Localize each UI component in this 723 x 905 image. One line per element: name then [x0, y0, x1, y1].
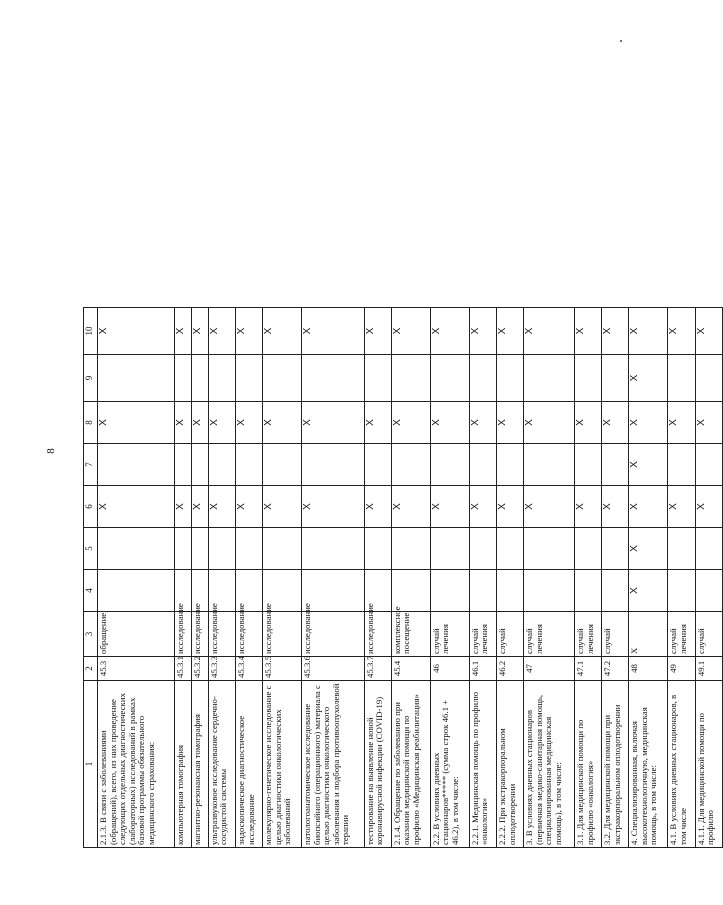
row-value-cell: X: [668, 308, 695, 355]
row-unit-cell: исследование: [236, 612, 263, 657]
row-value-cell: X: [602, 486, 629, 528]
header-cell: 1: [84, 681, 98, 848]
rotated-table-container: [83, 308, 723, 848]
row-value-cell: [695, 444, 722, 486]
table-row: [236, 308, 263, 848]
row-code-cell: 45.4: [391, 657, 430, 681]
row-value-cell: X: [602, 402, 629, 444]
header-cell: 9: [84, 355, 98, 402]
row-code-cell: 45.3.4: [236, 657, 263, 681]
row-value-cell: [497, 570, 524, 612]
row-code-cell: 47.2: [602, 657, 629, 681]
row-value-cell: [391, 355, 430, 402]
row-name-cell: ультразвуковое исследование сердечно-сосудистой системы: [208, 681, 235, 848]
row-value-cell: X: [391, 486, 430, 528]
header-cell: 8: [84, 402, 98, 444]
table-row: [469, 308, 496, 848]
row-name-cell: 3.1. Для медицинской помощи по профилю «онкология»: [575, 681, 602, 848]
row-value-cell: X: [302, 402, 364, 444]
row-value-cell: X: [98, 402, 175, 444]
row-value-cell: [668, 355, 695, 402]
row-unit-cell: случай: [602, 612, 629, 657]
row-value-cell: X: [263, 308, 302, 355]
row-name-cell: 2.2.2. При экстракорпоральном оплодотворении: [497, 681, 524, 848]
row-value-cell: X: [575, 402, 602, 444]
row-value-cell: X: [497, 486, 524, 528]
row-value-cell: [497, 528, 524, 570]
row-unit-cell: исследование: [263, 612, 302, 657]
row-code-cell: 45.3.2: [191, 657, 208, 681]
row-value-cell: X: [469, 486, 496, 528]
row-value-cell: [191, 528, 208, 570]
row-value-cell: [174, 355, 191, 402]
row-code-cell: 46.1: [469, 657, 496, 681]
header-cell: 5: [84, 528, 98, 570]
row-value-cell: X: [524, 308, 575, 355]
row-value-cell: [497, 355, 524, 402]
row-value-cell: [98, 528, 175, 570]
row-value-cell: [263, 528, 302, 570]
row-value-cell: [602, 355, 629, 402]
scan-artifact-dot: [620, 40, 622, 42]
row-value-cell: X: [208, 308, 235, 355]
row-value-cell: [695, 355, 722, 402]
row-name-cell: тестирование на выявление новой коронавирусной инфекции (COVID-19): [364, 681, 391, 848]
row-value-cell: X: [695, 402, 722, 444]
row-value-cell: [391, 444, 430, 486]
row-value-cell: [364, 444, 391, 486]
row-value-cell: [469, 355, 496, 402]
row-value-cell: [602, 528, 629, 570]
row-value-cell: [208, 528, 235, 570]
row-value-cell: [469, 528, 496, 570]
header-cell: 2: [84, 657, 98, 681]
row-value-cell: [302, 444, 364, 486]
header-cell: 6: [84, 486, 98, 528]
row-value-cell: X: [629, 402, 668, 444]
row-value-cell: [524, 355, 575, 402]
row-value-cell: [98, 570, 175, 612]
row-value-cell: X: [629, 355, 668, 402]
row-code-cell: 45.3.7: [364, 657, 391, 681]
row-unit-cell: X: [629, 612, 668, 657]
row-value-cell: X: [602, 308, 629, 355]
row-value-cell: [98, 355, 175, 402]
row-value-cell: X: [629, 444, 668, 486]
row-value-cell: X: [430, 486, 469, 528]
table-row: [602, 308, 629, 848]
row-value-cell: [695, 528, 722, 570]
row-value-cell: X: [263, 486, 302, 528]
row-value-cell: [191, 355, 208, 402]
row-value-cell: X: [191, 308, 208, 355]
row-value-cell: X: [629, 308, 668, 355]
row-unit-cell: комплексное посещение: [391, 612, 430, 657]
row-value-cell: X: [469, 308, 496, 355]
row-name-cell: 4.1.1. Для медицинской помощи по профилю: [695, 681, 722, 848]
row-value-cell: X: [469, 402, 496, 444]
row-name-cell: патологоанатомическое исследование биопсийного (операционного) материала с целью диагностики онкологического заболевания и подбора противоопухолевой терапии: [302, 681, 364, 848]
row-value-cell: X: [629, 528, 668, 570]
row-value-cell: X: [497, 308, 524, 355]
row-value-cell: [668, 444, 695, 486]
row-value-cell: [469, 444, 496, 486]
row-name-cell: эндоскопическое диагностическое исследование: [236, 681, 263, 848]
row-unit-cell: исследование: [191, 612, 208, 657]
row-value-cell: [302, 355, 364, 402]
row-unit-cell: исследование: [302, 612, 364, 657]
row-name-cell: 2.1.3. В связи с заболеваниями (обращений), всего, из них проведение следующих отдельных диагностических (лабораторных) исследований в рамках базовой программы обязательного медицинского страхования:: [98, 681, 175, 848]
row-value-cell: [391, 528, 430, 570]
table-row: [629, 308, 668, 848]
row-value-cell: X: [629, 486, 668, 528]
row-value-cell: X: [524, 486, 575, 528]
row-name-cell: компьютерная томография: [174, 681, 191, 848]
row-name-cell: 3. В условиях дневных стационаров (первичная медико-санитарная помощь, специализированная медицинская помощь), в том числе:: [524, 681, 575, 848]
row-value-cell: [575, 570, 602, 612]
row-code-cell: 46: [430, 657, 469, 681]
table-body: [98, 308, 723, 848]
row-value-cell: X: [98, 486, 175, 528]
row-value-cell: [98, 444, 175, 486]
table-row: [391, 308, 430, 848]
row-code-cell: 48: [629, 657, 668, 681]
row-value-cell: X: [98, 308, 175, 355]
row-unit-cell: случай лечения: [524, 612, 575, 657]
header-cell: 4: [84, 570, 98, 612]
row-value-cell: X: [391, 308, 430, 355]
row-name-cell: 4. Специализированная, включая высокотехнологичную, медицинская помощь, в том числе:: [629, 681, 668, 848]
table-row: [98, 308, 175, 848]
table-row: [208, 308, 235, 848]
row-value-cell: X: [236, 486, 263, 528]
row-value-cell: [208, 355, 235, 402]
row-value-cell: X: [524, 402, 575, 444]
row-value-cell: X: [191, 402, 208, 444]
row-value-cell: X: [236, 308, 263, 355]
header-cell: 3: [84, 612, 98, 657]
row-value-cell: [469, 570, 496, 612]
row-value-cell: [668, 570, 695, 612]
table-row: [497, 308, 524, 848]
row-value-cell: [668, 528, 695, 570]
row-value-cell: [174, 444, 191, 486]
row-value-cell: [174, 528, 191, 570]
row-value-cell: [236, 528, 263, 570]
row-code-cell: 47: [524, 657, 575, 681]
row-value-cell: X: [364, 308, 391, 355]
row-value-cell: [302, 528, 364, 570]
row-value-cell: X: [430, 308, 469, 355]
row-name-cell: 3.2. Для медицинской помощи при экстракорпоральном оплодотворении: [602, 681, 629, 848]
header-cell: 10: [84, 308, 98, 355]
row-unit-cell: исследование: [174, 612, 191, 657]
row-code-cell: 45.3.6: [302, 657, 364, 681]
row-value-cell: X: [236, 402, 263, 444]
row-code-cell: 45.3: [98, 657, 175, 681]
row-name-cell: 2.1.4. Обращение по заболеванию при оказании медицинской помощи по профилю «Медицинская реабилитация»: [391, 681, 430, 848]
row-value-cell: [524, 570, 575, 612]
row-name-cell: 4.1. В условиях дневных стационаров, в том числе: [668, 681, 695, 848]
row-value-cell: [575, 444, 602, 486]
table-row: [364, 308, 391, 848]
row-value-cell: X: [497, 402, 524, 444]
row-value-cell: [364, 528, 391, 570]
row-unit-cell: случай: [497, 612, 524, 657]
row-value-cell: X: [629, 570, 668, 612]
row-code-cell: 45.3.3: [208, 657, 235, 681]
row-value-cell: X: [174, 486, 191, 528]
row-value-cell: [430, 528, 469, 570]
row-name-cell: молекулярно-генетическое исследование с целью диагностики онкологических заболеваний: [263, 681, 302, 848]
row-value-cell: X: [695, 486, 722, 528]
table-row: [575, 308, 602, 848]
row-value-cell: X: [263, 402, 302, 444]
row-unit-cell: случай лечения: [668, 612, 695, 657]
row-code-cell: 49.1: [695, 657, 722, 681]
row-value-cell: X: [302, 308, 364, 355]
row-value-cell: [236, 444, 263, 486]
row-value-cell: X: [208, 402, 235, 444]
row-value-cell: [602, 444, 629, 486]
row-unit-cell: случай лечения: [575, 612, 602, 657]
row-value-cell: [208, 444, 235, 486]
row-value-cell: X: [364, 486, 391, 528]
row-value-cell: X: [391, 402, 430, 444]
data-table: [83, 307, 723, 848]
row-value-cell: X: [575, 486, 602, 528]
row-name-cell: 2.2. В условиях дневных стационаров***** (сумма строк 46.1 + 46.2), в том числе:: [430, 681, 469, 848]
row-value-cell: [695, 570, 722, 612]
row-code-cell: 47.1: [575, 657, 602, 681]
row-name-cell: магнитно-резонансная томография: [191, 681, 208, 848]
page-number: 8: [44, 448, 57, 454]
row-unit-cell: обращение: [98, 612, 175, 657]
table-row: [174, 308, 191, 848]
table-row: [263, 308, 302, 848]
row-value-cell: [191, 444, 208, 486]
row-value-cell: [364, 355, 391, 402]
table-row: [524, 308, 575, 848]
row-value-cell: X: [575, 308, 602, 355]
row-code-cell: 45.3.1: [174, 657, 191, 681]
row-value-cell: [524, 444, 575, 486]
row-unit-cell: случай лечения: [469, 612, 496, 657]
row-value-cell: X: [191, 486, 208, 528]
row-unit-cell: случай лечения: [430, 612, 469, 657]
row-code-cell: 45.3.5: [263, 657, 302, 681]
table-row: [191, 308, 208, 848]
row-value-cell: X: [695, 308, 722, 355]
row-value-cell: [263, 444, 302, 486]
row-value-cell: [430, 355, 469, 402]
row-value-cell: X: [208, 486, 235, 528]
row-value-cell: [430, 444, 469, 486]
row-value-cell: [602, 570, 629, 612]
table-row: [430, 308, 469, 848]
row-value-cell: [524, 528, 575, 570]
row-value-cell: X: [430, 402, 469, 444]
row-code-cell: 49: [668, 657, 695, 681]
row-value-cell: X: [668, 402, 695, 444]
row-name-cell: 2.2.1. Медицинская помощь по профилю «онкология»: [469, 681, 496, 848]
row-value-cell: X: [668, 486, 695, 528]
row-unit-cell: исследование: [364, 612, 391, 657]
row-value-cell: [430, 570, 469, 612]
row-value-cell: X: [364, 402, 391, 444]
row-value-cell: [263, 355, 302, 402]
table-header-row: [84, 308, 98, 848]
row-value-cell: [575, 528, 602, 570]
row-value-cell: X: [174, 402, 191, 444]
row-unit-cell: исследование: [208, 612, 235, 657]
table-row: [695, 308, 722, 848]
row-unit-cell: случай: [695, 612, 722, 657]
row-value-cell: [497, 444, 524, 486]
row-value-cell: [236, 355, 263, 402]
row-value-cell: X: [174, 308, 191, 355]
row-value-cell: [575, 355, 602, 402]
header-cell: 7: [84, 444, 98, 486]
table-row: [668, 308, 695, 848]
row-value-cell: X: [302, 486, 364, 528]
table-row: [302, 308, 364, 848]
row-code-cell: 46.2: [497, 657, 524, 681]
